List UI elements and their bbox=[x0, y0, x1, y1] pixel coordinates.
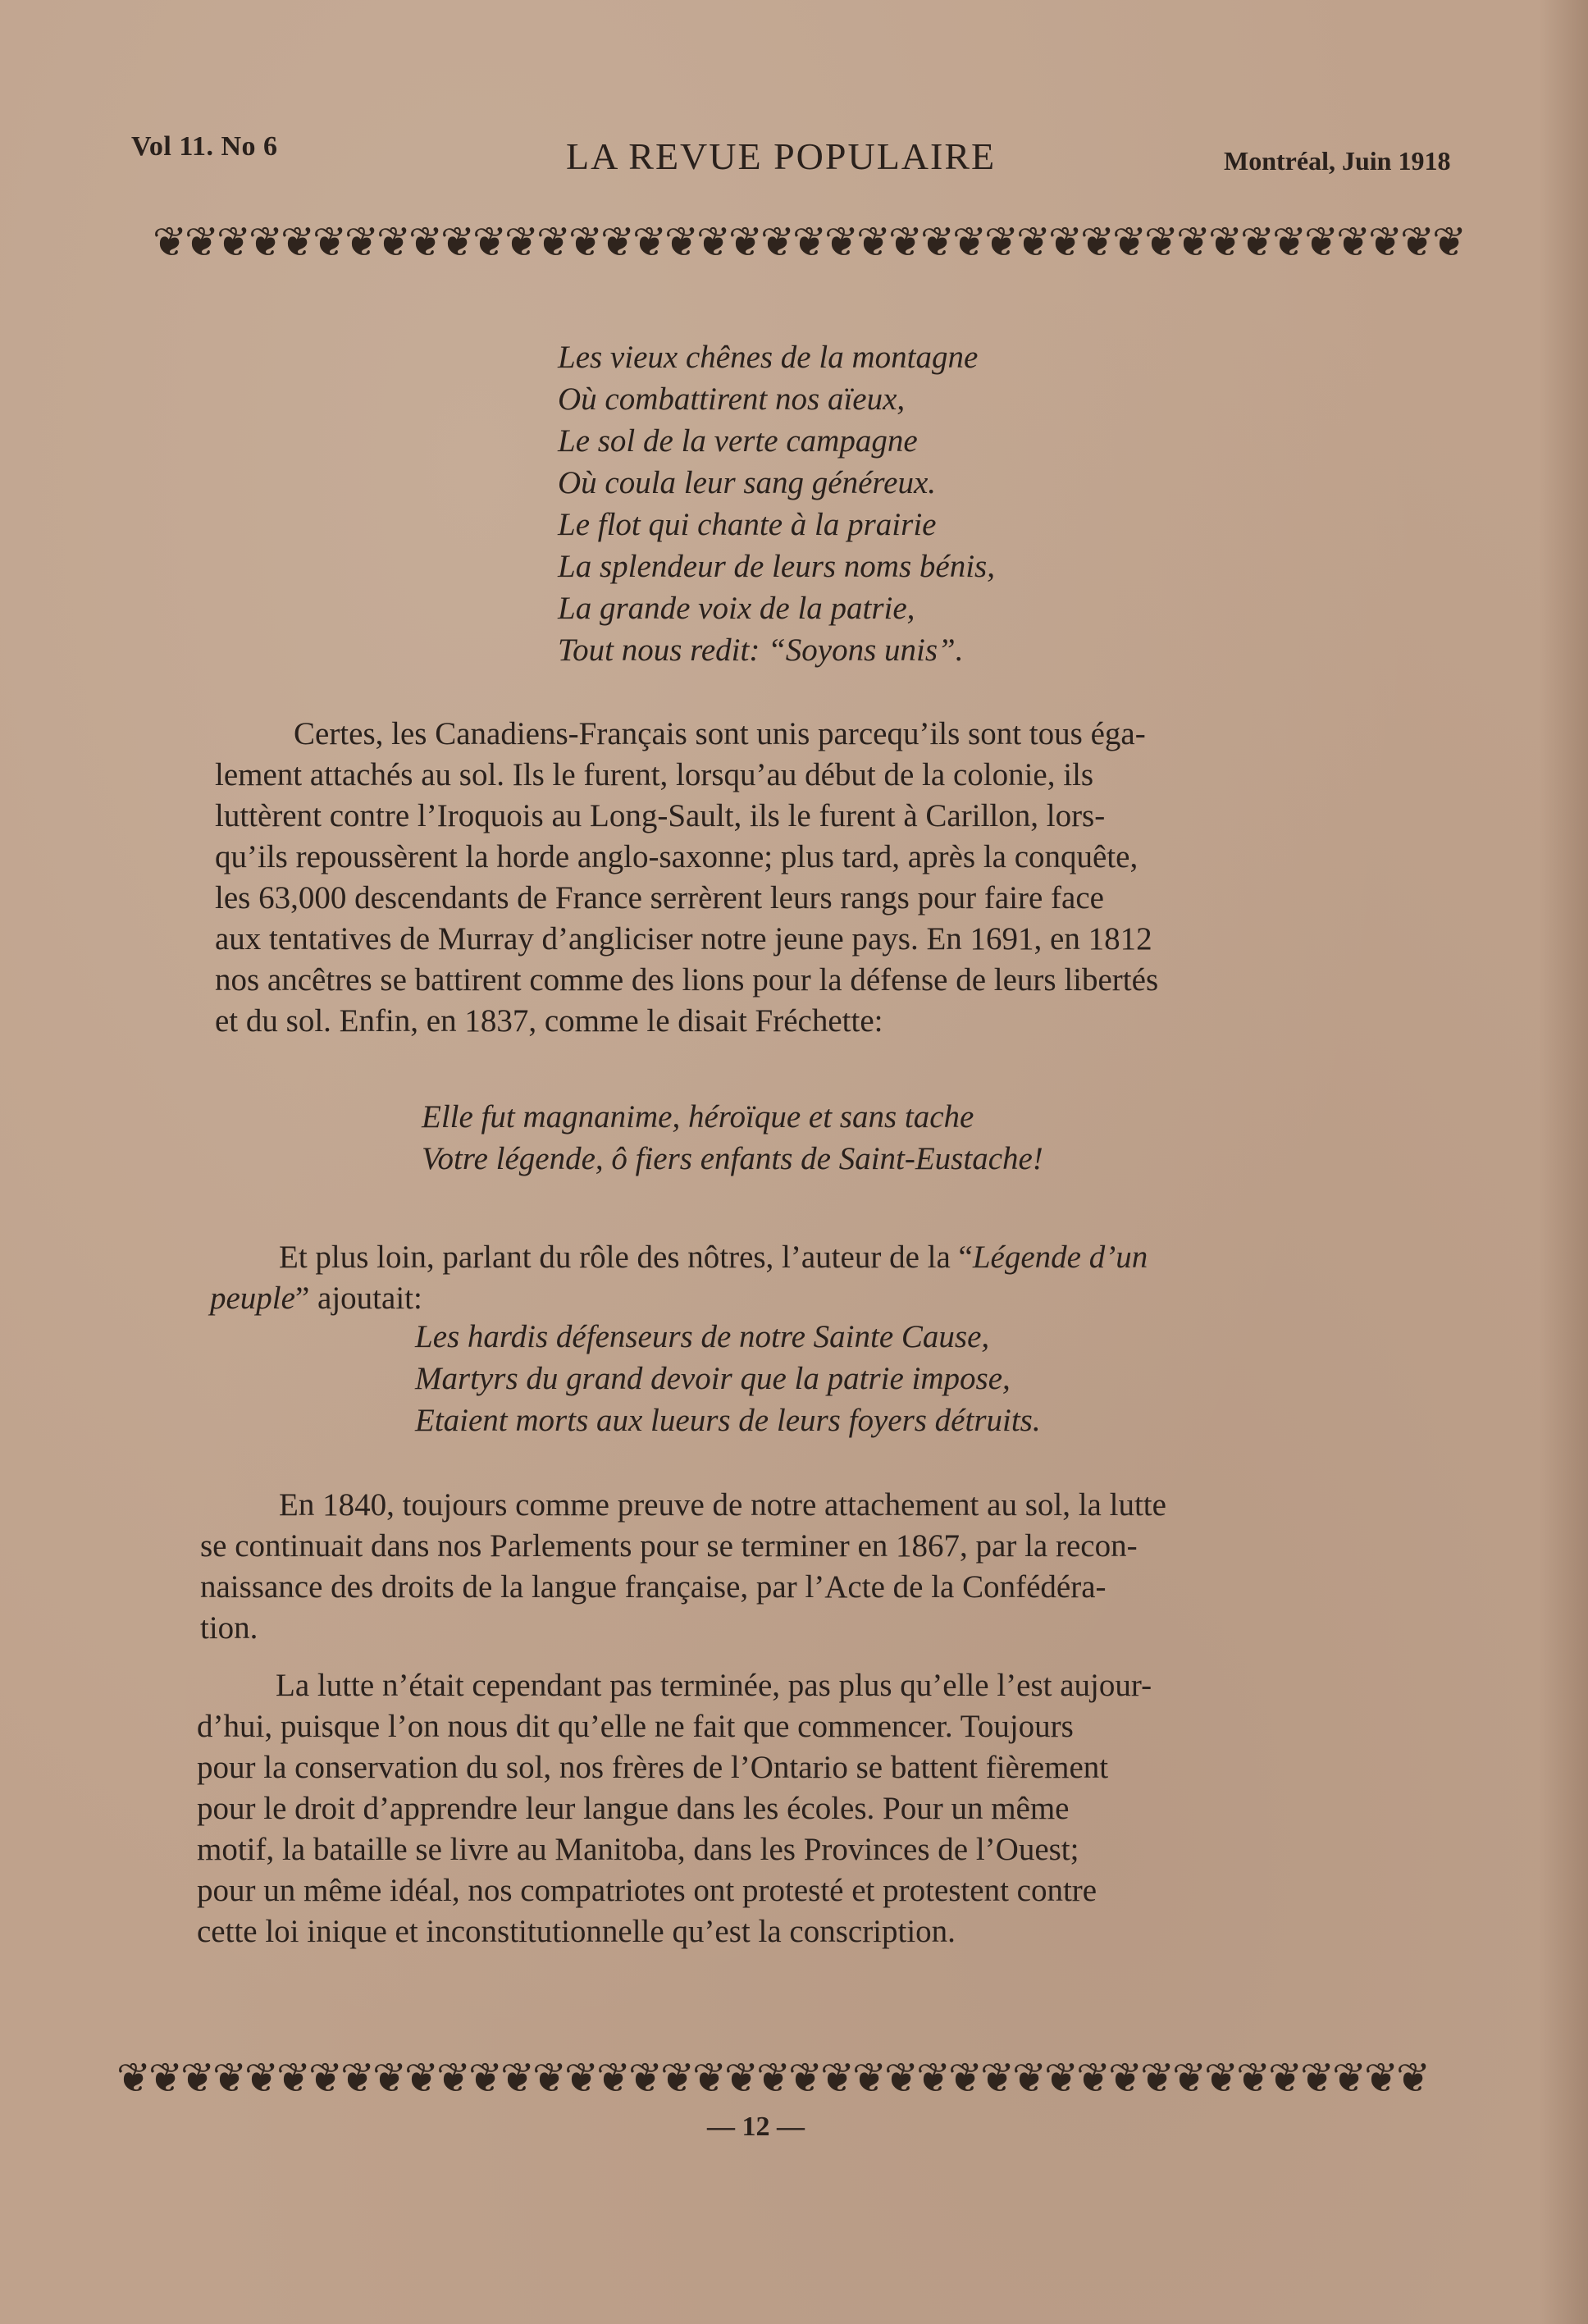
leaf-ornament-icon: ❦ bbox=[249, 218, 283, 266]
text-line bbox=[210, 1237, 1148, 1278]
leaf-ornament-icon: ❦ bbox=[1368, 218, 1403, 266]
leaf-ornament-icon: ❦ bbox=[1364, 2054, 1399, 2102]
leaf-ornament-icon: ❦ bbox=[760, 218, 795, 266]
leaf-ornament-icon: ❦ bbox=[884, 2054, 919, 2102]
leaf-ornament-icon: ❦ bbox=[820, 2054, 855, 2102]
text-line: aux tentatives de Murray d’angliciser notre jeune pays. En 1691, en 1812 bbox=[215, 921, 1152, 957]
text-segment: Et plus loin, parlant du rôle des nôtres, l’auteur de la “ bbox=[279, 1240, 973, 1275]
italic-segment: peuple bbox=[210, 1281, 295, 1316]
leaf-ornament-icon: ❦ bbox=[948, 2054, 983, 2102]
leaf-ornament-icon: ❦ bbox=[1304, 218, 1339, 266]
text-line: les 63,000 descendants de France serrèrent leurs rangs pour faire face bbox=[215, 880, 1104, 915]
leaf-ornament-icon: ❦ bbox=[824, 218, 859, 266]
leaf-ornament-icon: ❦ bbox=[1044, 2054, 1079, 2102]
leaf-ornament-icon: ❦ bbox=[792, 218, 827, 266]
text-line: naissance des droits de la langue française, par l’Acte de la Confédéra- bbox=[200, 1569, 1107, 1605]
leaf-ornament-icon: ❦ bbox=[372, 2054, 407, 2102]
leaf-ornament-icon: ❦ bbox=[440, 218, 475, 266]
leaf-ornament-icon: ❦ bbox=[340, 2054, 375, 2102]
text-line: nos ancêtres se battirent comme des lions pour la défense de leurs libertés bbox=[215, 962, 1159, 998]
poem-line: Le flot qui chante à la prairie bbox=[558, 507, 937, 542]
leaf-ornament-icon: ❦ bbox=[1176, 218, 1211, 266]
leaf-ornament-icon: ❦ bbox=[628, 2054, 663, 2102]
leaf-ornament-icon: ❦ bbox=[308, 2054, 343, 2102]
leaf-ornament-icon: ❦ bbox=[536, 218, 571, 266]
leaf-ornament-icon: ❦ bbox=[212, 2054, 247, 2102]
leaf-ornament-icon: ❦ bbox=[1332, 2054, 1367, 2102]
leaf-ornament-icon: ❦ bbox=[404, 2054, 439, 2102]
leaf-ornament-icon: ❦ bbox=[568, 218, 603, 266]
leaf-ornament-icon: ❦ bbox=[472, 218, 507, 266]
leaf-ornament-icon: ❦ bbox=[1268, 2054, 1303, 2102]
frechette-quote bbox=[422, 1096, 1043, 1180]
leaf-ornament-icon: ❦ bbox=[1400, 218, 1435, 266]
leaf-ornament-icon: ❦ bbox=[1016, 218, 1051, 266]
text-segment: ” ajoutait: bbox=[294, 1281, 422, 1316]
poem-line: La splendeur de leurs noms bénis, bbox=[558, 549, 995, 584]
leaf-ornament-icon: ❦ bbox=[1112, 218, 1147, 266]
text-line: lement attachés au sol. Ils le furent, lorsqu’au début de la colonie, ils bbox=[215, 757, 1094, 792]
top-leaf-border-icon bbox=[153, 218, 1467, 266]
journal-title: LA REVUE POPULAIRE bbox=[566, 135, 997, 177]
volume-number: Vol 11. No 6 bbox=[131, 131, 278, 162]
leaf-ornament-icon: ❦ bbox=[916, 2054, 951, 2102]
text-line: luttèrent contre l’Iroquois au Long-Sault, ils le furent à Carillon, lors- bbox=[215, 798, 1106, 833]
leaf-ornament-icon: ❦ bbox=[153, 218, 187, 266]
text-line: tion. bbox=[200, 1610, 258, 1646]
leaf-ornament-icon: ❦ bbox=[185, 218, 219, 266]
leaf-ornament-icon: ❦ bbox=[1336, 218, 1371, 266]
leaf-ornament-icon: ❦ bbox=[724, 2054, 759, 2102]
leaf-ornament-icon: ❦ bbox=[345, 218, 379, 266]
leaf-ornament-icon: ❦ bbox=[500, 2054, 535, 2102]
leaf-ornament-icon: ❦ bbox=[276, 2054, 311, 2102]
bottom-leaf-border-icon bbox=[116, 2054, 1431, 2102]
leaf-ornament-icon: ❦ bbox=[1076, 2054, 1111, 2102]
text-line: Certes, les Canadiens-Français sont unis parcequ’ils sont tous éga- bbox=[294, 716, 1146, 751]
paragraph-la-lutte bbox=[197, 1665, 1152, 1952]
leaf-ornament-icon: ❦ bbox=[1048, 218, 1083, 266]
leaf-ornament-icon: ❦ bbox=[148, 2054, 183, 2102]
poem-line: Les hardis défenseurs de notre Sainte Cause, bbox=[415, 1319, 990, 1354]
paragraph-1840 bbox=[200, 1485, 1166, 1649]
defenseurs-quote bbox=[415, 1316, 1041, 1441]
text-line: La lutte n’était cependant pas terminée, pas plus qu’elle l’est aujour- bbox=[276, 1668, 1152, 1703]
leaf-ornament-icon: ❦ bbox=[664, 218, 699, 266]
poem-line: Etaient morts aux lueurs de leurs foyers détruits. bbox=[415, 1403, 1041, 1438]
leaf-ornament-icon: ❦ bbox=[1140, 2054, 1175, 2102]
poem-line: Elle fut magnanime, héroïque et sans tache bbox=[422, 1099, 974, 1135]
paragraph-et-plus-loin bbox=[210, 1237, 1148, 1319]
leaf-ornament-icon: ❦ bbox=[1240, 218, 1275, 266]
page-number: — 12 — bbox=[707, 2112, 805, 2142]
text-line bbox=[210, 1278, 1148, 1319]
text-line: et du sol. Enfin, en 1837, comme le disait Fréchette: bbox=[215, 1003, 883, 1039]
leaf-ornament-icon: ❦ bbox=[180, 2054, 215, 2102]
leaf-ornament-icon: ❦ bbox=[1144, 218, 1179, 266]
poem-line: Où combattirent nos aïeux, bbox=[558, 381, 906, 417]
leaf-ornament-icon: ❦ bbox=[632, 218, 667, 266]
leaf-ornament-icon: ❦ bbox=[1236, 2054, 1271, 2102]
text-line: se continuait dans nos Parlements pour se terminer en 1867, par la recon- bbox=[200, 1528, 1138, 1564]
poem-line: Tout nous redit: “Soyons unis”. bbox=[558, 632, 964, 668]
leaf-ornament-icon: ❦ bbox=[564, 2054, 599, 2102]
poem-line: Votre légende, ô fiers enfants de Saint-Eustache! bbox=[422, 1141, 1043, 1176]
leaf-ornament-icon: ❦ bbox=[1300, 2054, 1335, 2102]
leaf-ornament-icon: ❦ bbox=[1080, 218, 1115, 266]
leaf-ornament-icon: ❦ bbox=[313, 218, 347, 266]
leaf-ornament-icon: ❦ bbox=[728, 218, 763, 266]
text-line: motif, la bataille se livre au Manitoba, dans les Provinces de l’Ouest; bbox=[197, 1832, 1079, 1867]
leaf-ornament-icon: ❦ bbox=[1012, 2054, 1047, 2102]
text-line: En 1840, toujours comme preuve de notre attachement au sol, la lutte bbox=[279, 1487, 1166, 1523]
leaf-ornament-icon: ❦ bbox=[244, 2054, 279, 2102]
leaf-ornament-icon: ❦ bbox=[600, 218, 635, 266]
opening-poem bbox=[558, 336, 995, 671]
leaf-ornament-icon: ❦ bbox=[408, 218, 443, 266]
leaf-ornament-icon: ❦ bbox=[696, 218, 731, 266]
leaf-ornament-icon: ❦ bbox=[116, 2054, 151, 2102]
leaf-ornament-icon: ❦ bbox=[788, 2054, 823, 2102]
leaf-ornament-icon: ❦ bbox=[856, 218, 891, 266]
leaf-ornament-icon: ❦ bbox=[920, 218, 955, 266]
leaf-ornament-icon: ❦ bbox=[1396, 2054, 1431, 2102]
poem-line: Le sol de la verte campagne bbox=[558, 423, 918, 459]
place-date: Montréal, Juin 1918 bbox=[1224, 146, 1451, 176]
leaf-ornament-icon: ❦ bbox=[596, 2054, 631, 2102]
text-line: cette loi inique et inconstitutionnelle qu’est la conscription. bbox=[197, 1914, 956, 1949]
leaf-ornament-icon: ❦ bbox=[692, 2054, 727, 2102]
leaf-ornament-icon: ❦ bbox=[376, 218, 411, 266]
text-line: d’hui, puisque l’on nous dit qu’elle ne fait que commencer. Toujours bbox=[197, 1709, 1074, 1744]
leaf-ornament-icon: ❦ bbox=[980, 2054, 1015, 2102]
paragraph-certes bbox=[215, 714, 1158, 1042]
leaf-ornament-icon: ❦ bbox=[660, 2054, 695, 2102]
leaf-ornament-icon: ❦ bbox=[504, 218, 539, 266]
poem-line: Où coula leur sang généreux. bbox=[558, 465, 937, 500]
leaf-ornament-icon: ❦ bbox=[756, 2054, 791, 2102]
leaf-ornament-icon: ❦ bbox=[984, 218, 1019, 266]
text-line: pour un même idéal, nos compatriotes ont protesté et protestent contre bbox=[197, 1873, 1097, 1908]
leaf-ornament-icon: ❦ bbox=[1432, 218, 1467, 266]
leaf-ornament-icon: ❦ bbox=[468, 2054, 503, 2102]
leaf-ornament-icon: ❦ bbox=[852, 2054, 887, 2102]
leaf-ornament-icon: ❦ bbox=[436, 2054, 471, 2102]
leaf-ornament-icon: ❦ bbox=[1272, 218, 1307, 266]
poem-line: Les vieux chênes de la montagne bbox=[558, 340, 979, 375]
leaf-ornament-icon: ❦ bbox=[1204, 2054, 1239, 2102]
leaf-ornament-icon: ❦ bbox=[888, 218, 923, 266]
poem-line: Martyrs du grand devoir que la patrie impose, bbox=[415, 1361, 1011, 1396]
leaf-ornament-icon: ❦ bbox=[1208, 218, 1243, 266]
leaf-ornament-icon: ❦ bbox=[1108, 2054, 1143, 2102]
leaf-ornament-icon: ❦ bbox=[952, 218, 987, 266]
text-line: qu’ils repoussèrent la horde anglo-saxonne; plus tard, après la conquête, bbox=[215, 839, 1139, 874]
text-line: pour le droit d’apprendre leur langue dans les écoles. Pour un même bbox=[197, 1791, 1070, 1826]
leaf-ornament-icon: ❦ bbox=[532, 2054, 567, 2102]
leaf-ornament-icon: ❦ bbox=[1172, 2054, 1207, 2102]
text-line: pour la conservation du sol, nos frères de l’Ontario se battent fièrement bbox=[197, 1750, 1109, 1785]
leaf-ornament-icon: ❦ bbox=[281, 218, 315, 266]
leaf-ornament-icon: ❦ bbox=[217, 218, 251, 266]
poem-line: La grande voix de la patrie, bbox=[558, 591, 915, 626]
italic-segment: Légende d’un bbox=[972, 1240, 1148, 1275]
